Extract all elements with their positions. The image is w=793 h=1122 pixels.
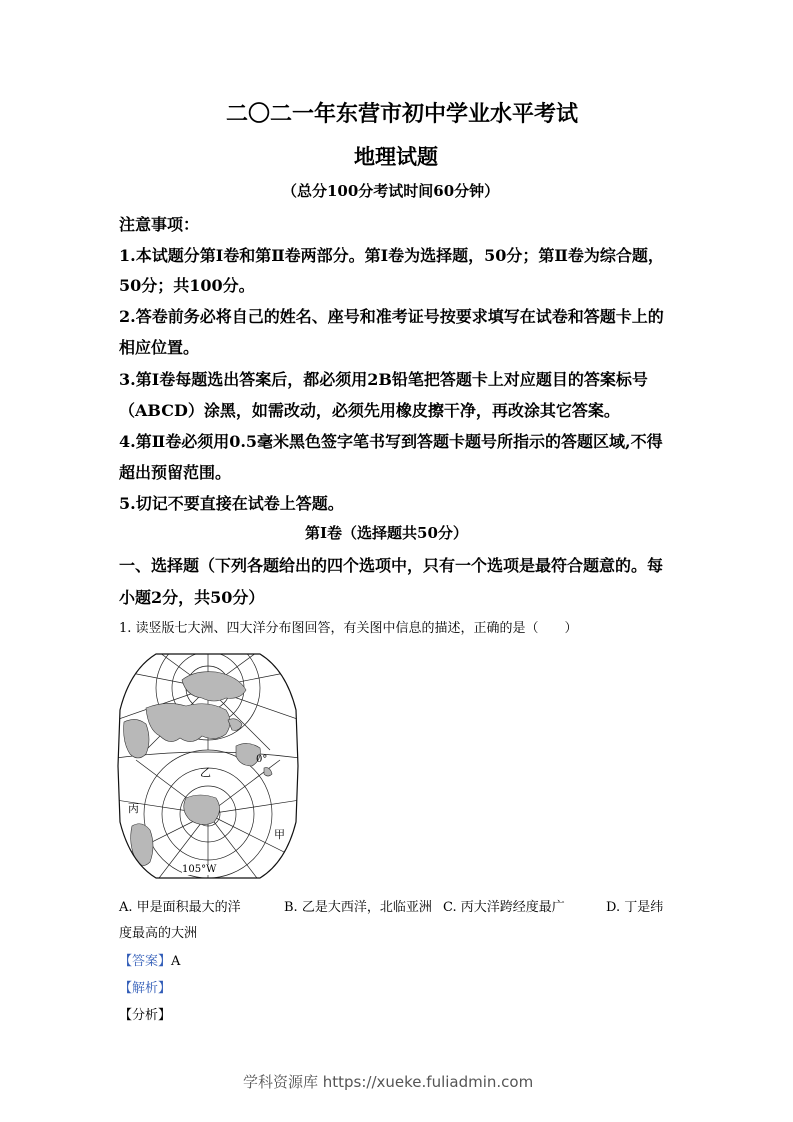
fenxi-tag: 【分析】 [119,1008,172,1023]
option-d-continued: 度最高的大洲 [119,926,198,941]
notes-line-6: （ABCD）涂黑，如需改动，必须先用橡皮擦干净，再改涂其它答案。 [119,401,620,420]
volume-heading: 第Ⅰ卷（选择题共50分） [305,524,468,542]
notes-line-4: 相应位置。 [119,338,200,357]
notes-line-5: 3.第Ⅰ卷每题选出答案后，都必须用2B铅笔把答题卡上对应题目的答案标号 [119,370,648,389]
exam-duration: （总分100分考试时间60分钟） [282,182,500,200]
world-map-figure [116,650,300,882]
map-label-zero: 0° [256,754,268,765]
part-heading-line-2: 小题2分，共50分） [119,588,265,607]
answer-row [119,950,180,969]
part-heading-line-1: 一、选择题（下列各题给出的四个选项中，只有一个选项是最符合题意的。每 [119,556,664,575]
map-label-yi: 乙 [200,766,211,779]
notes-heading: 注意事项： [119,215,200,234]
notes-line-9: 5.切记不要直接在试卷上答题。 [119,494,344,513]
option-a: A. 甲是面积最大的洋 [119,900,241,915]
option-d: D. 丁是纬 [606,900,664,915]
subject-title: 地理试题 [354,144,438,169]
map-label-bing: 丙 [128,802,139,815]
map-label-jia: 甲 [274,828,285,841]
notes-line-3: 2.答卷前务必将自己的姓名、座号和准考证号按要求填写在试卷和答题卡上的 [119,307,664,326]
notes-line-7: 4.第Ⅱ卷必须用0.5毫米黑色签字笔书写到答题卡题号所指示的答题区域,不得 [119,432,663,451]
option-c: C. 丙大洋跨经度最广 [443,900,565,915]
option-b: B. 乙是大西洋，北临亚洲 [284,900,432,915]
notes-line-1: 1.本试题分第Ⅰ卷和第Ⅱ卷两部分。第Ⅰ卷为选择题，50分；第Ⅱ卷为综合题， [119,246,664,265]
exam-title: 二〇二一年东营市初中学业水平考试 [226,101,579,127]
notes-line-8: 超出预留范围。 [119,463,232,482]
footer-source: 学科资源库 https://xueke.fuliadmin.com [243,1073,534,1091]
answer-value: A [171,954,181,969]
map-label-105w: 105°W [182,864,217,875]
notes-line-2: 50分；共100分。 [119,276,255,295]
question-1-stem: 1. 读竖版七大洲、四大洋分布图回答，有关图中信息的描述，正确的是（ ） [119,621,578,636]
analysis-tag: 【解析】 [119,981,172,996]
answer-tag: 【答案】 [119,954,172,969]
